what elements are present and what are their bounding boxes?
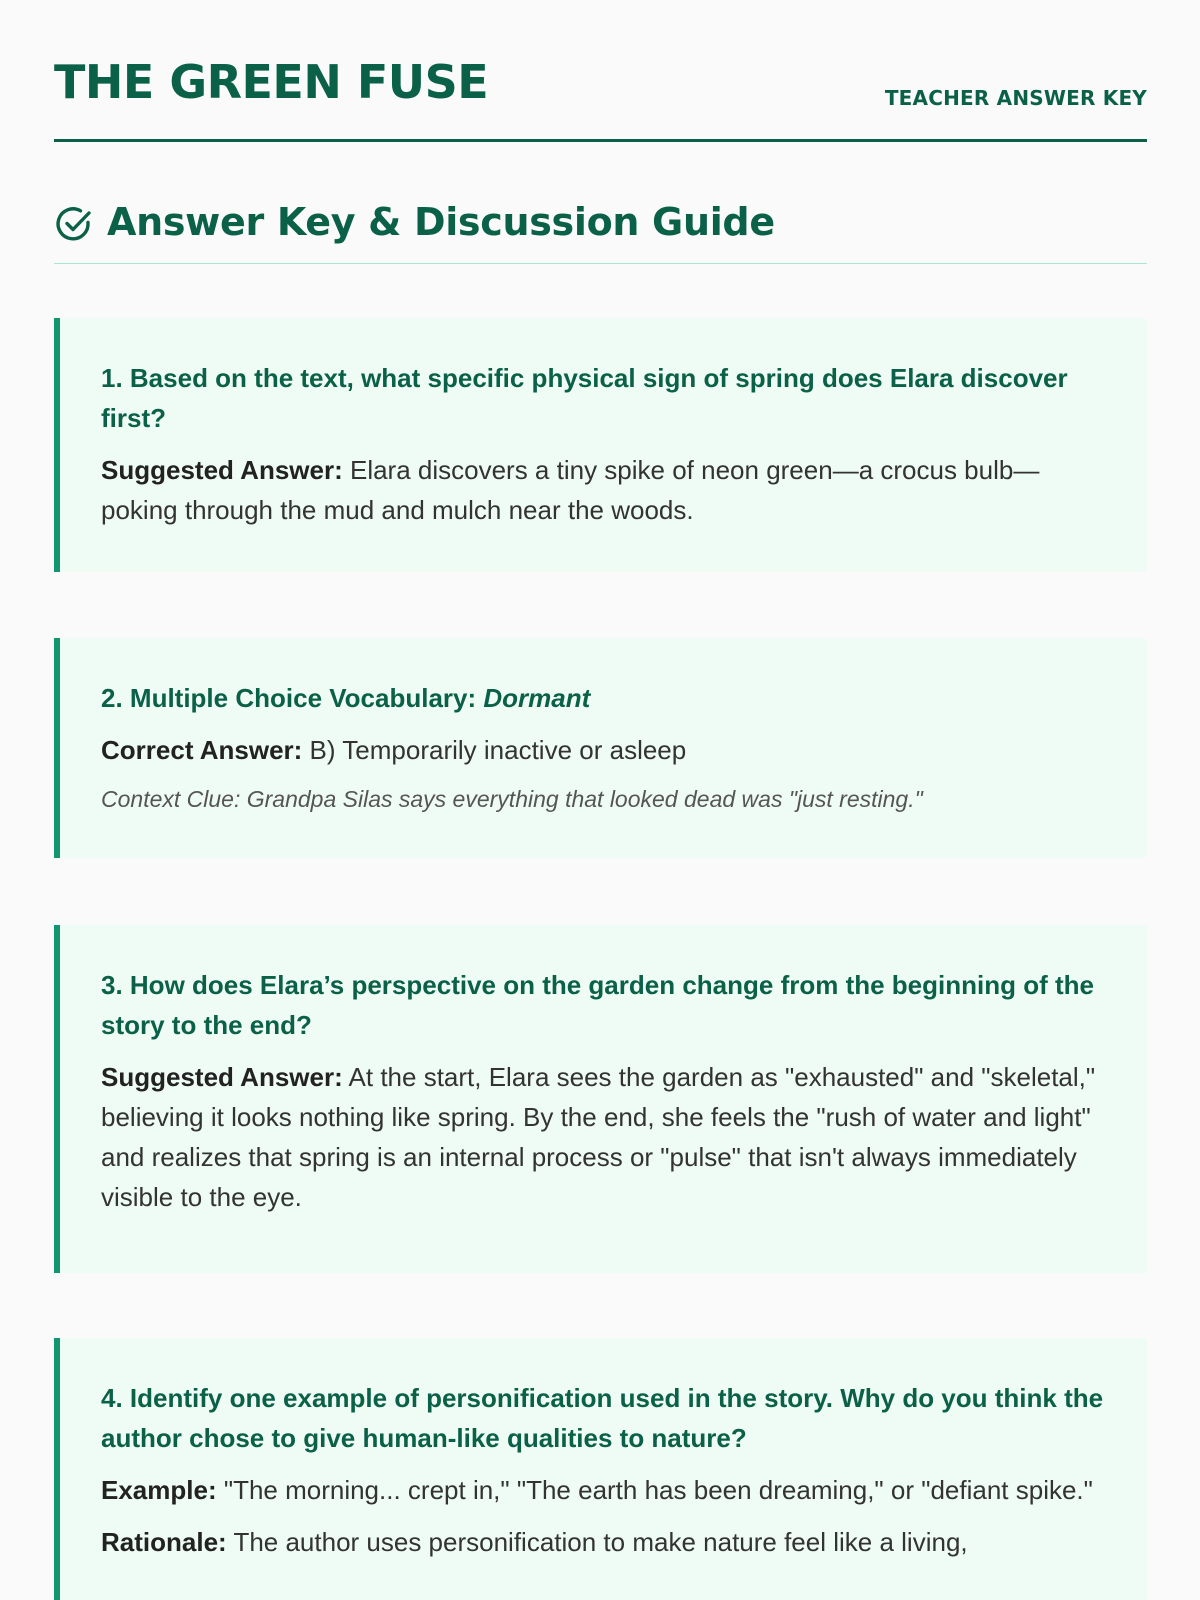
question-text: 1. Based on the text, what specific physical sign of spring does Elara discover first? bbox=[101, 363, 1068, 433]
example-text bbox=[101, 1470, 1107, 1510]
page-header bbox=[54, 0, 1147, 142]
brand-title: THE GREEN FUSE bbox=[54, 55, 489, 109]
answer-label: Suggested Answer: bbox=[101, 1062, 343, 1092]
question-card-2 bbox=[54, 638, 1147, 858]
teacher-key-label: TEACHER ANSWER KEY bbox=[884, 86, 1147, 110]
answer-label: Suggested Answer: bbox=[101, 455, 343, 485]
rationale-label: Rationale: bbox=[101, 1527, 227, 1557]
question-text bbox=[101, 678, 1107, 718]
answer-text bbox=[101, 450, 1107, 530]
answer-key-page bbox=[54, 0, 1147, 1557]
rationale-text bbox=[101, 1522, 1107, 1562]
vocabulary-term: Dormant bbox=[483, 683, 591, 713]
answer-body: B) Temporarily inactive or asleep bbox=[302, 735, 687, 765]
answer-text bbox=[101, 730, 1107, 770]
rationale-body: The author uses personification to make nature feel like a living, bbox=[226, 1527, 968, 1557]
question-card-3 bbox=[54, 925, 1147, 1273]
answer-text bbox=[101, 1057, 1107, 1217]
example-label: Example: bbox=[101, 1475, 217, 1505]
example-body: "The morning... crept in," "The earth has been dreaming," or "defiant spike." bbox=[216, 1475, 1093, 1505]
check-circle-icon bbox=[54, 204, 94, 244]
section-heading bbox=[54, 190, 1147, 264]
question-card-1 bbox=[54, 318, 1147, 572]
question-card-4 bbox=[54, 1338, 1147, 1600]
question-text: 4. Identify one example of personification used in the story. Why do you think the author chose to give human-like qualities to nature? bbox=[101, 1383, 1104, 1453]
question-text: 3. How does Elara’s perspective on the garden change from the beginning of the story to the end? bbox=[101, 970, 1094, 1040]
answer-body: Elara discovers a tiny spike of neon green—a crocus bulb—poking through the mud and mulch near the woods. bbox=[101, 455, 1040, 525]
context-clue: Context Clue: Grandpa Silas says everything that looked dead was "just resting." bbox=[101, 786, 923, 812]
section-title: Answer Key & Discussion Guide bbox=[107, 200, 775, 244]
question-prefix: 2. Multiple Choice Vocabulary: bbox=[101, 683, 484, 713]
answer-body: At the start, Elara sees the garden as "exhausted" and "skeletal," believing it looks nothing like spring. By the end, she feels the "rush of water and light" and realizes that spring is an internal process or "pulse" that isn't always immediately visible to the eye. bbox=[101, 1062, 1096, 1212]
answer-label: Correct Answer: bbox=[101, 735, 303, 765]
